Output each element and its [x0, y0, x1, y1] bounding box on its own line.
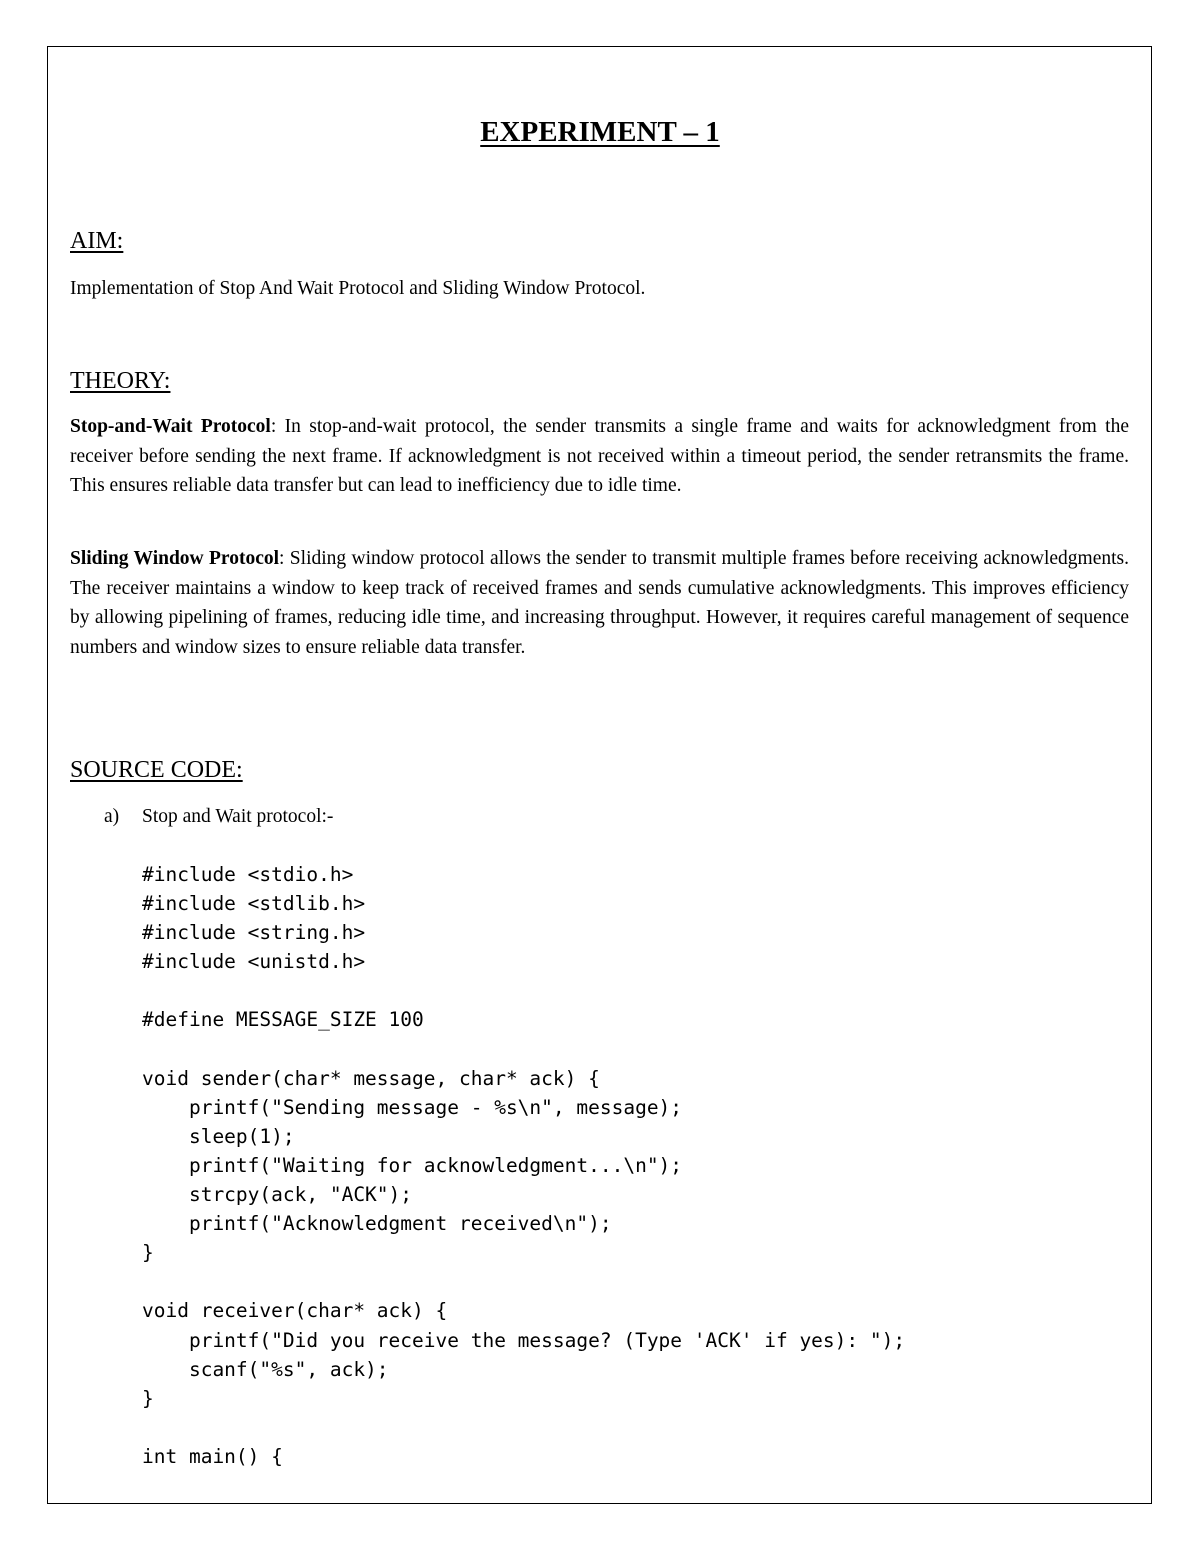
list-marker: a)	[104, 806, 120, 827]
aim-text: Implementation of Stop And Wait Protocol and Sliding Window Protocol.	[70, 278, 646, 299]
stop-and-wait-term: Stop-and-Wait Protocol	[70, 416, 271, 437]
stop-and-wait-description: : In stop-and-wait protocol, the sender transmits a single frame and waits for acknowledgment from the receiver before sending the next frame. If acknowledgment is not received within a timeout period, the sender retransmits the frame. This ensures reliable data transfer but can lead to inefficiency due to idle time.	[70, 416, 1130, 496]
stop-and-wait-paragraph	[70, 412, 1129, 501]
sliding-window-paragraph	[70, 544, 1129, 662]
sliding-window-term: Sliding Window Protocol	[70, 548, 280, 569]
list-item-label: Stop and Wait protocol:-	[142, 806, 334, 827]
sliding-window-description: : Sliding window protocol allows the sender to transmit multiple frames before receiving acknowledgments. The receiver maintains a window to keep track of received frames and sends cumulative acknowledgments. This improves efficiency by allowing pipelining of frames, reducing idle time, and increasing throughput. However, it requires careful management of sequence numbers and window sizes to ensure reliable data transfer.	[70, 548, 1130, 658]
source-code-heading: SOURCE CODE:	[70, 757, 243, 783]
page-title	[0, 114, 1200, 150]
source-code-item	[104, 802, 333, 832]
aim-heading: AIM:	[70, 228, 124, 254]
code-block: #include <stdio.h> #include <stdlib.h> #include <string.h> #include <unistd.h> #define MESSAGE_SIZE 100 void sender(char* message, char* ack) { printf("Sending message - %s\n", message); sleep(1); printf("Waiting for acknowledgment...\n"); strcpy(ack, "ACK"); printf("Acknowledgment received\n"); } void receiver(char* ack) { printf("Did you receive the message? (Type 'ACK' if yes): "); scanf("%s", ack); } int main() {	[142, 863, 906, 1468]
page-title-text: EXPERIMENT – 1	[480, 116, 720, 148]
theory-heading: THEORY:	[70, 368, 171, 394]
